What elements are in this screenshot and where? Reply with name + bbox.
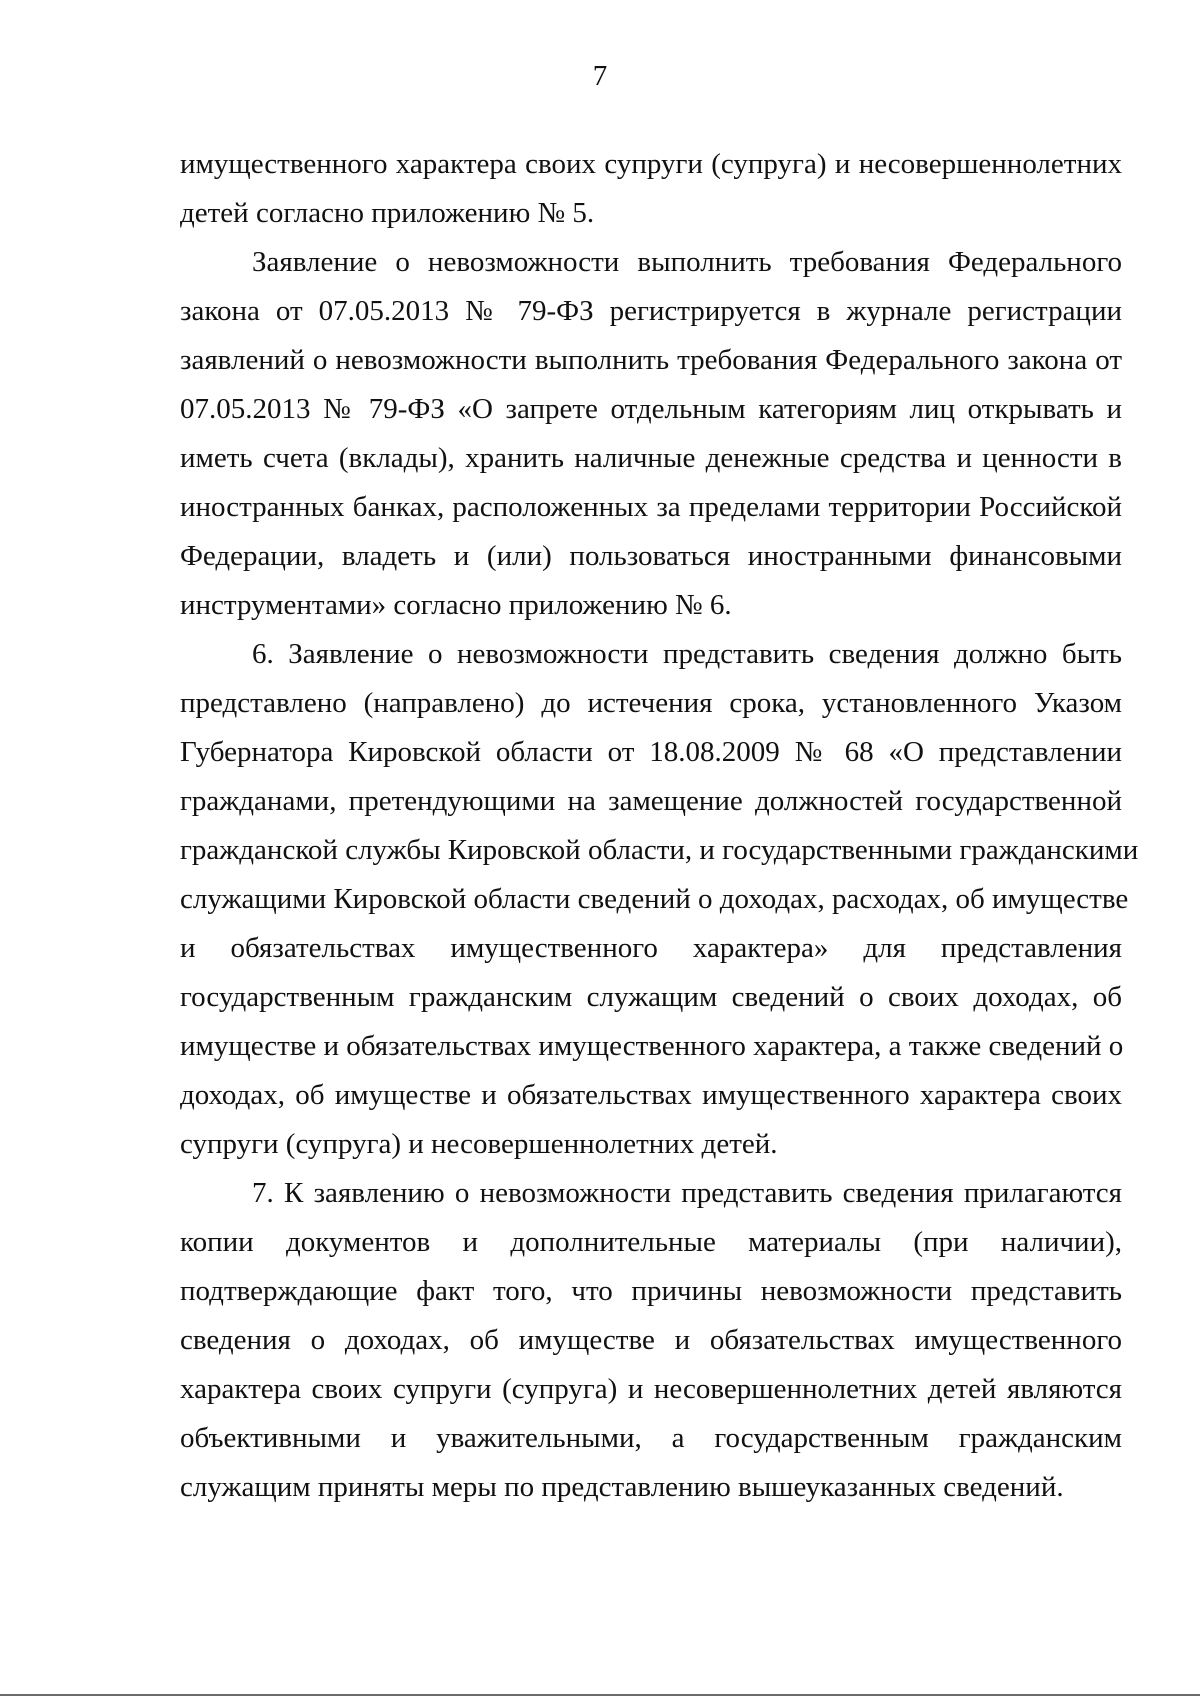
text-line: имущественного характера своих супруги (супруга) и несовершеннолетних xyxy=(180,148,1122,180)
text-line: 07.05.2013 № 79-ФЗ «О запрете отдельным категориям лиц открывать и xyxy=(180,393,1122,425)
text-line: служащими Кировской области сведений о доходах, расходах, об имуществе xyxy=(180,883,1129,915)
text-line: сведения о доходах, об имуществе и обязательствах имущественного xyxy=(180,1324,1122,1356)
document-body xyxy=(180,140,1139,1512)
text-line: иметь счета (вклады), хранить наличные денежные средства и ценности в xyxy=(180,442,1122,474)
paragraph-item-6 xyxy=(180,630,1139,1169)
text-line: Губернатора Кировской области от 18.08.2009 № 68 «О представлении xyxy=(180,736,1122,768)
text-line: служащим приняты меры по представлению вышеуказанных сведений. xyxy=(180,1471,1064,1503)
paragraph-item-7 xyxy=(180,1169,1122,1512)
text-line: супруги (супруга) и несовершеннолетних детей. xyxy=(180,1128,778,1160)
text-line: копии документов и дополнительные материалы (при наличии), xyxy=(180,1226,1122,1258)
text-line: 7. К заявлению о невозможности представить сведения прилагаются xyxy=(252,1177,1122,1209)
text-line: и обязательствах имущественного характера» для представления xyxy=(180,932,1122,964)
text-line: объективными и уважительными, а государственным гражданским xyxy=(180,1422,1122,1454)
text-line: подтверждающие факт того, что причины невозможности представить xyxy=(180,1275,1122,1307)
text-line: имуществе и обязательствах имущественного характера, а также сведений о xyxy=(180,1030,1124,1062)
text-line: государственным гражданским служащим сведений о своих доходах, об xyxy=(180,981,1122,1013)
text-line: Федерации, владеть и (или) пользоваться иностранными финансовыми xyxy=(180,540,1122,572)
paragraph-continuation xyxy=(180,140,1122,238)
scan-edge-line xyxy=(0,1694,1200,1696)
text-line: инструментами» согласно приложению № 6. xyxy=(180,589,732,621)
text-line: закона от 07.05.2013 № 79-ФЗ регистрируется в журнале регистрации xyxy=(180,295,1122,327)
text-line: иностранных банках, расположенных за пределами территории Российской xyxy=(180,491,1122,523)
text-line: характера своих супруги (супруга) и несовершеннолетних детей являются xyxy=(180,1373,1122,1405)
text-line: Заявление о невозможности выполнить требования Федерального xyxy=(252,246,1122,278)
text-line: доходах, об имуществе и обязательствах имущественного характера своих xyxy=(180,1079,1122,1111)
paragraph-statement-registration xyxy=(180,238,1122,630)
text-line: гражданами, претендующими на замещение должностей государственной xyxy=(180,785,1122,817)
text-line: 6. Заявление о невозможности представить сведения должно быть xyxy=(252,638,1122,670)
page-number: 7 xyxy=(592,60,608,92)
text-line: представлено (направлено) до истечения срока, установленного Указом xyxy=(180,687,1122,719)
text-line: заявлений о невозможности выполнить требования Федерального закона от xyxy=(180,344,1122,376)
text-line: гражданской службы Кировской области, и государственными гражданскими xyxy=(180,834,1139,866)
text-line: детей согласно приложению № 5. xyxy=(180,197,595,229)
